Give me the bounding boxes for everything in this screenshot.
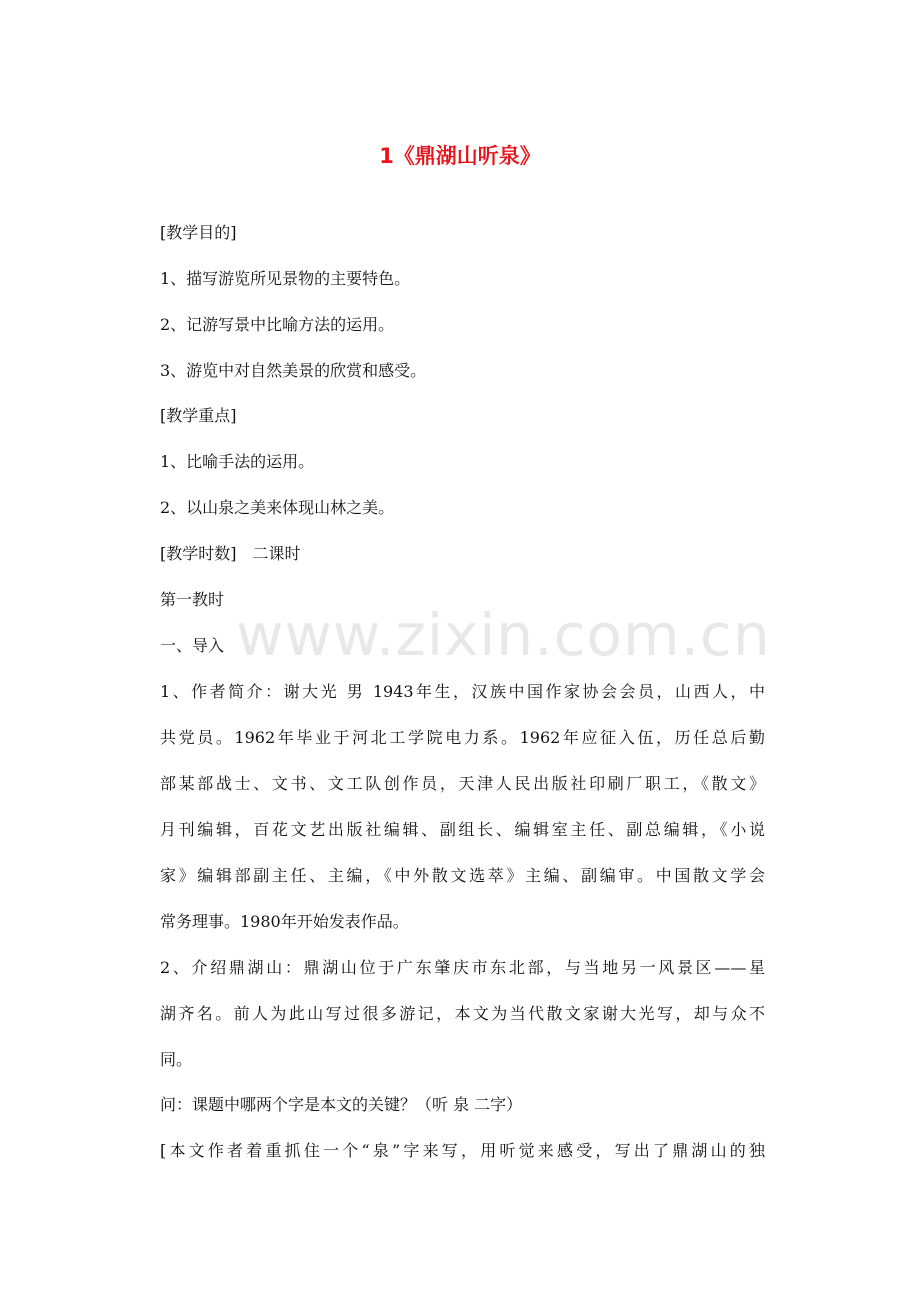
paragraph-line: 湖齐名。前人为此山写过很多游记，本文为当代散文家谢大光写，却与众不 (160, 1004, 765, 1023)
paragraph-line: 1、作者简介：谢大光 男 1943年生，汉族中国作家协会会员，山西人，中 (160, 682, 765, 701)
paragraph-line: 常务理事。1980年开始发表作品。 (160, 912, 409, 931)
paragraph-line: 家》编辑部副主任、主编，《中外散文选萃》主编、副编审。中国散文学会 (160, 866, 765, 885)
document-title: 1《鼎湖山听泉》 (379, 144, 541, 168)
objective-item: 3、游览中对自然美景的欣赏和感受。 (160, 361, 427, 380)
objective-item: 2、记游写景中比喻方法的运用。 (160, 315, 395, 334)
section-heading-objectives: [教学目的] (160, 223, 237, 242)
key-point-item: 1、比喻手法的运用。 (160, 452, 315, 471)
watermark: www.zixin.com.cn (236, 601, 771, 669)
paragraph-line: 同。 (160, 1050, 193, 1069)
paragraph-line: 共党员。1962年毕业于河北工学院电力系。1962年应征入伍，历任总后勤 (160, 728, 765, 747)
question-line: 问：课题中哪两个字是本文的关键？（听 泉 二字） (160, 1095, 523, 1114)
section-heading-key-points: [教学重点] (160, 406, 237, 425)
paragraph-line: [本文作者着重抓住一个“泉”字来写，用听觉来感受，写出了鼎湖山的独 (160, 1141, 765, 1160)
key-point-item: 2、以山泉之美来体现山林之美。 (160, 498, 395, 517)
paragraph-line: 月刊编辑，百花文艺出版社编辑、副组长、编辑室主任、副总编辑，《小说 (160, 820, 765, 839)
paragraph-line: 部某部战士、文书、文工队创作员，天津人民出版社印刷厂职工，《散文》 (160, 774, 765, 793)
paragraph-line: 2、介绍鼎湖山：鼎湖山位于广东肇庆市东北部，与当地另一风景区——星 (160, 958, 765, 977)
subsection-heading: 一、导入 (160, 636, 225, 655)
objective-item: 1、描写游览所见景物的主要特色。 (160, 269, 411, 288)
section-heading-hours: [教学时数] 二课时 (160, 544, 301, 563)
lesson-heading: 第一教时 (160, 590, 225, 609)
